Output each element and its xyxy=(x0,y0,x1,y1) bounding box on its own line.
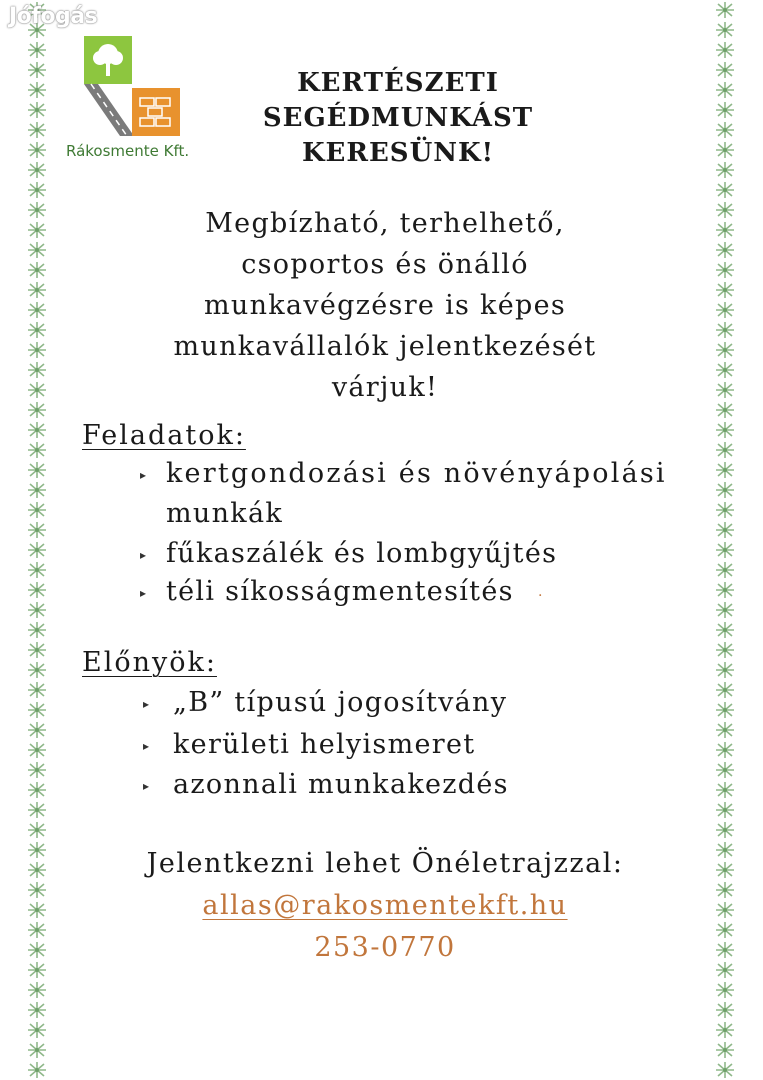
advantages-heading: Előnyök: xyxy=(82,647,217,678)
task-text: téli síkosságmentesítés xyxy=(166,576,514,607)
title-line: SEGÉDMUNKÁST xyxy=(262,103,534,133)
task-text: fűkaszálék és lombgyűjtés xyxy=(166,538,558,569)
task-text: munkák xyxy=(166,498,283,529)
contact-block xyxy=(80,843,690,969)
left-leaf-border xyxy=(24,0,50,1080)
intro-paragraph xyxy=(120,203,650,408)
bullet-icon: ▸ xyxy=(143,779,151,793)
intro-line: Megbízható, terhelhető, xyxy=(205,208,565,239)
phone-number[interactable]: 253-0770 xyxy=(314,932,456,963)
bullet-icon: ▸ xyxy=(143,697,151,711)
watermark: Jófogás xyxy=(9,4,98,29)
title-line: KERTÉSZETI xyxy=(297,68,499,98)
task-text: kertgondozási és növényápolási xyxy=(166,458,667,489)
intro-line: várjuk! xyxy=(331,372,439,403)
contact-prompt: Jelentkezni lehet Önéletrajzzal: xyxy=(146,848,624,879)
logo-brick-square xyxy=(132,88,180,136)
title-line: KERESÜNK! xyxy=(301,138,495,168)
intro-line: munkavállalók jelentkezését xyxy=(173,331,597,362)
right-leaf-border xyxy=(712,0,738,1080)
logo-road xyxy=(84,84,134,136)
intro-line: munkavégzésre is képes xyxy=(203,290,566,321)
advantage-text: azonnali munkakezdés xyxy=(173,769,509,800)
bullet-icon: ▸ xyxy=(143,739,151,753)
page-title xyxy=(228,66,568,171)
advantage-text: „B” típusú jogosítvány xyxy=(173,687,508,718)
trailing-mark: . xyxy=(538,584,544,600)
bullet-icon: ▸ xyxy=(140,548,148,562)
intro-line: csoportos és önálló xyxy=(241,249,529,280)
bullet-icon: ▸ xyxy=(140,468,148,482)
advantage-text: kerületi helyismeret xyxy=(173,729,476,760)
logo-company-name: Rákosmente Kft. xyxy=(66,142,190,160)
email-link[interactable]: allas@rakosmentekft.hu xyxy=(202,890,568,921)
tasks-heading: Feladatok: xyxy=(82,420,246,451)
bullet-icon: ▸ xyxy=(140,586,148,600)
